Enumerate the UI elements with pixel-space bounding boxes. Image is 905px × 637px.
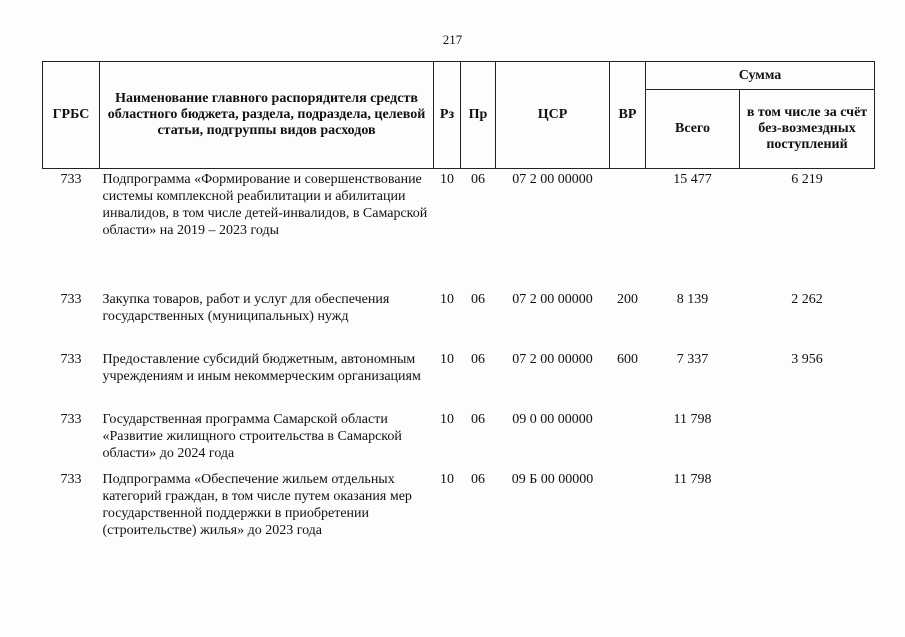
table-row [43,469,875,541]
cell-bez: 6 219 [791,172,823,187]
header-bez: в том числе за счёт без-возмездных поступлений [740,90,875,169]
cell-vsego: 8 139 [676,292,709,307]
cell-pr: 06 [471,292,485,307]
cell-vr: 600 [617,352,638,367]
cell-vsego: 11 798 [673,472,712,487]
cell-grbs: 733 [60,352,82,367]
cell-rz: 10 [440,172,454,187]
cell-pr: 06 [471,412,485,427]
cell-csr: 07 2 00 00000 [512,172,593,187]
cell-name: Подпрограмма «Обеспечение жильем отдельных категорий граждан, в том числе путем оказания мер государственной поддержки в приобретении (строительстве) жилья» до 2023 года [102,472,412,538]
cell-name: Подпрограмма «Формирование и совершенствование системы комплексной реабилитации и абилитации инвалидов, в том числе детей-инвалидов, в Самарской области» на 2019 – 2023 годы [102,172,428,238]
table-row [43,349,875,409]
cell-rz: 10 [440,292,454,307]
cell-vr [610,469,646,541]
budget-table [42,61,875,541]
header-name: Наименование главного распорядителя средств областного бюджета, раздела, подраздела, целевой статьи, подгруппы видов расходов [100,62,434,169]
cell-csr: 07 2 00 00000 [512,292,593,307]
cell-name: Государственная программа Самарской области «Развитие жилищного строительства в Самарской области» до 2024 года [102,412,402,461]
header-csr: ЦСР [496,62,610,169]
cell-bez: 3 956 [791,352,823,367]
cell-rz: 10 [440,472,454,487]
cell-csr: 09 0 00 00000 [512,412,593,427]
cell-csr: 09 Б 00 00000 [511,472,594,487]
cell-vr [610,409,646,469]
cell-bez [740,469,875,541]
cell-rz: 10 [440,352,454,367]
cell-vr [610,169,646,290]
cell-vr: 200 [617,292,638,307]
table-header [43,62,875,169]
cell-rz: 10 [440,412,454,427]
header-grbs: ГРБС [43,62,100,169]
table-row [43,289,875,349]
header-summa: Сумма [646,62,875,90]
cell-bez: 2 262 [791,292,823,307]
header-vr: ВР [610,62,646,169]
cell-grbs: 733 [60,472,82,487]
page-number: 217 [442,32,463,47]
cell-vsego: 11 798 [673,412,712,427]
header-vsego: Всего [646,90,740,169]
header-rz: Рз [434,62,461,169]
header-pr: Пр [461,62,496,169]
cell-grbs: 733 [60,172,82,187]
cell-bez [740,409,875,469]
cell-vsego: 15 477 [673,172,712,187]
table-row [43,409,875,469]
cell-csr: 07 2 00 00000 [512,352,593,367]
cell-grbs: 733 [60,412,82,427]
cell-vsego: 7 337 [676,352,709,367]
table-row [43,169,875,290]
cell-pr: 06 [471,472,485,487]
cell-pr: 06 [471,352,485,367]
cell-pr: 06 [471,172,485,187]
cell-grbs: 733 [60,292,82,307]
cell-name: Закупка товаров, работ и услуг для обеспечения государственных (муниципальных) нужд [102,292,390,324]
cell-name: Предоставление субсидий бюджетным, автономным учреждениям и иным некоммерческим организациям [102,352,421,384]
